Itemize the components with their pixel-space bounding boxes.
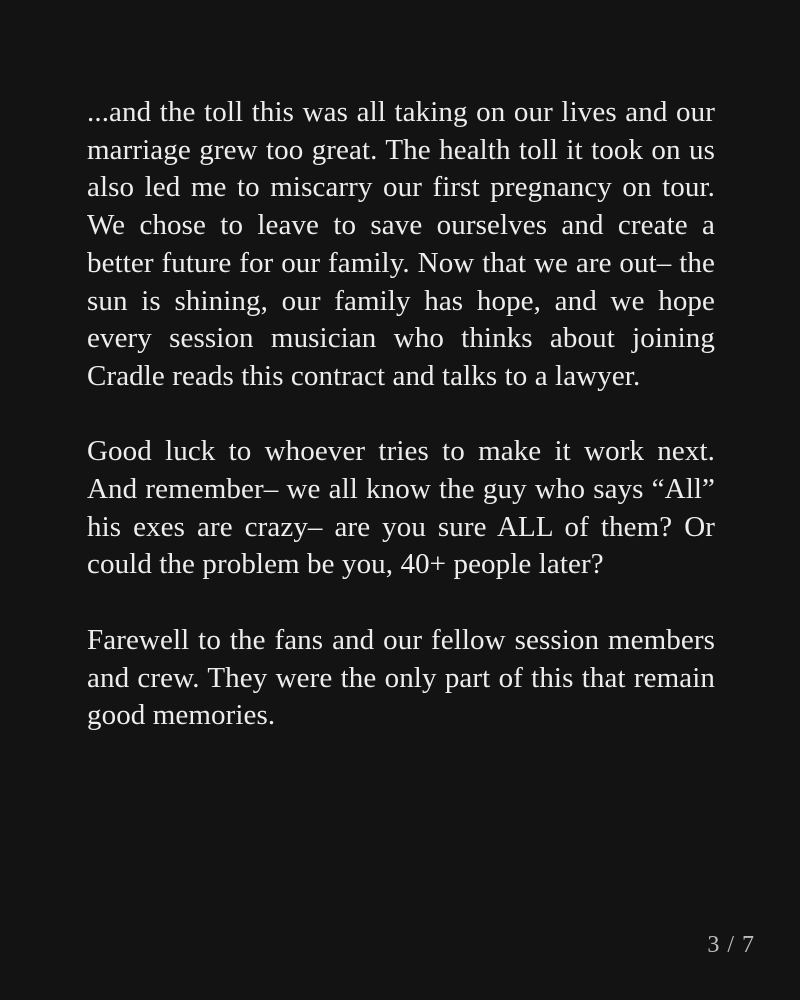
post-paragraph-1: ...and the toll this was all taking on our lives and our marriage grew too great. The health toll it took on us also led me to miscarry our first pregnancy on tour. We chose to leave to save ourselves and create a better future for our family. Now that we are out– the sun is shining, our family has hope, and we hope every session musician who thinks about joining Cradle reads this contract and talks to a lawyer. [87, 96, 715, 392]
slide-page-indicator: 3 / 7 [707, 932, 755, 958]
post-paragraph-2: Good luck to whoever tries to make it work next. And remember– we all know the guy who says “All” his exes are crazy– are you sure ALL of them? Or could the problem be you, 40+ people later? [87, 435, 715, 581]
post-text-block [87, 94, 715, 735]
post-paragraph-3: Farewell to the fans and our fellow session members and crew. They were the only part of this that remain good memories. [87, 623, 715, 732]
